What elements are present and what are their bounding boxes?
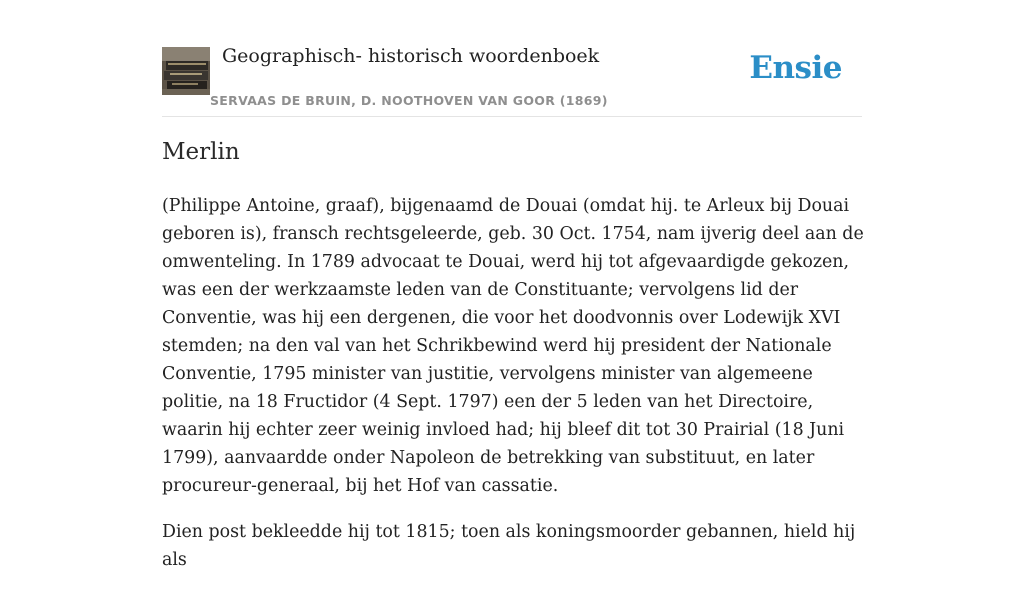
- entry-paragraph: Dien post bekleedde hij tot 1815; toen als koningsmoorder gebannen, hield hij als: [162, 522, 856, 570]
- book-title[interactable]: Geographisch- historisch woordenboek: [222, 45, 600, 67]
- entry-body: [162, 192, 866, 592]
- brand-logo[interactable]: Ensie: [749, 50, 842, 86]
- entry-title: Merlin: [162, 139, 240, 165]
- entry-paragraph: (Philippe Antoine, graaf), bijgenaamd de Douai (omdat hij. te Arleux bij Douai geboren is), fransch rechtsgeleerde, geb. 30 Oct. 1754, nam ijverig deel aan de omwenteling. In 1789 advocaat te Douai, werd hij tot afgevaardigde gekozen, was een der werkzaamste leden van de Constituante; vervolgens lid der Conventie, was hij een dergenen, die voor het doodvonnis over Lodewijk XVI stemden; na den val van het Schrikbewind werd hij president der Nationale Conventie, 1795 minister van justitie, vervolgens minister van algemeene politie, na 18 Fructidor (4 Sept. 1797) een der 5 leden van het Directoire, waarin hij echter zeer weinig invloed had; hij bleef dit tot 30 Prairial (18 Juni 1799), aanvaardde onder Napoleon de betrekking van substituut, en later procureur-generaal, bij het Hof van cassatie.: [162, 196, 864, 496]
- book-authors: SERVAAS DE BRUIN, D. NOOTHOVEN VAN GOOR (1869): [210, 93, 608, 108]
- book-stack-icon[interactable]: [162, 47, 210, 95]
- book-header: [162, 0, 862, 117]
